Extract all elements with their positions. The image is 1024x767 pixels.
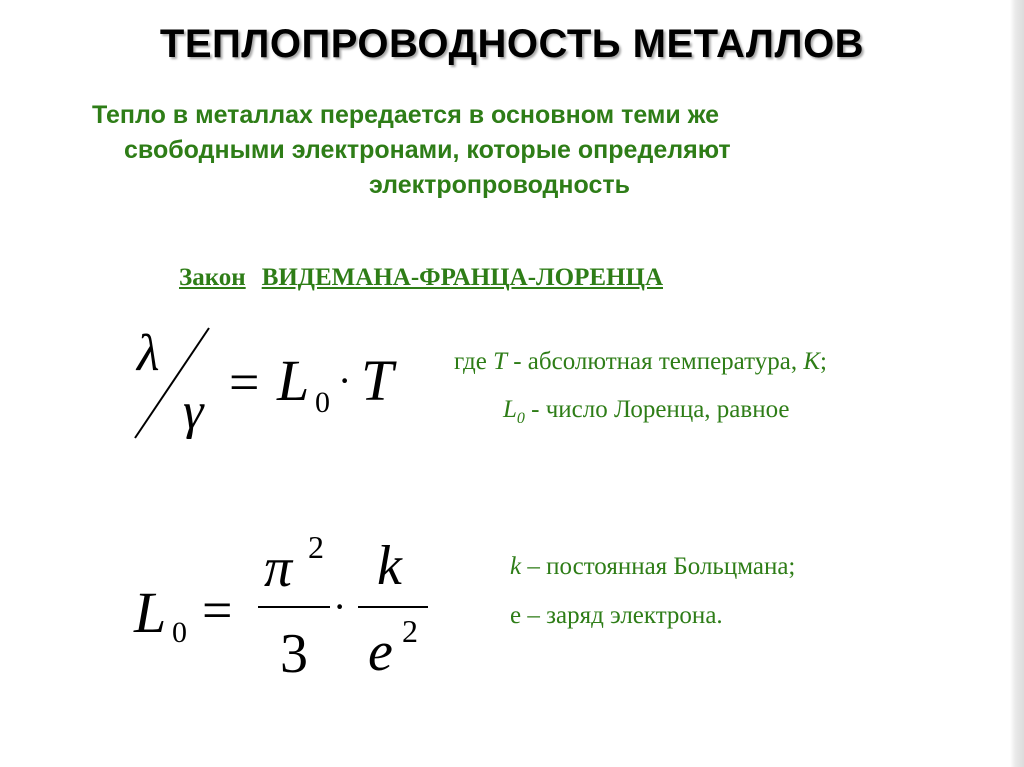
e-exponent: 2: [402, 613, 418, 649]
desc-k-text: – постоянная Больцмана;: [527, 553, 796, 580]
desc-k-symbol: k: [510, 553, 522, 580]
formula-2-svg: [130, 530, 450, 690]
desc-l-subscript: 0: [516, 410, 525, 427]
multiply-dot: ·: [333, 584, 347, 629]
boltzmann-k: k: [377, 535, 402, 597]
slide-title: ТЕПЛОПРОВОДНОСТЬ МЕТАЛЛОВ: [159, 22, 865, 66]
three-denominator: 3: [280, 623, 308, 685]
desc-boltzmann: [510, 553, 795, 581]
desc-lorenz-number: [503, 396, 789, 428]
formula-lorenz-number: [130, 530, 450, 695]
desc-l-symbol: L: [503, 396, 517, 423]
lorenz-subscript: 0: [172, 616, 187, 649]
intro-line-3: электропроводность: [369, 171, 630, 199]
desc-t-end: ;: [819, 348, 827, 375]
desc-l-text: - число Лоренца, равное: [531, 396, 790, 423]
pi-symbol: π: [264, 537, 293, 599]
intro-line-2: свободными электронами, которые определяют: [124, 136, 731, 164]
desc-temperature: [454, 348, 827, 376]
intro-line-1: Тепло в металлах передается в основном теми же: [92, 101, 720, 129]
equals-sign: =: [202, 580, 233, 640]
lorenz-symbol: L: [277, 348, 310, 413]
intro-paragraph: [92, 98, 972, 203]
desc-t-symbol: T: [493, 348, 507, 375]
slide-edge-shadow: [1010, 0, 1024, 767]
law-heading: [179, 264, 663, 292]
lorenz-subscript: 0: [315, 386, 330, 419]
lorenz-symbol: L: [134, 580, 167, 645]
gamma-symbol: γ: [183, 383, 204, 440]
multiply-dot: ·: [338, 358, 352, 403]
temperature-symbol: T: [361, 348, 394, 413]
desc-electron-charge: е – заряд электрона.: [510, 602, 723, 629]
desc-prefix: где: [454, 348, 487, 375]
formula-1-svg: [125, 320, 425, 450]
pi-exponent: 2: [308, 530, 324, 565]
desc-t-text: - абсолютная температура,: [513, 348, 798, 375]
lambda-symbol: λ: [137, 325, 160, 382]
electron-charge-e: e: [368, 621, 393, 683]
law-name: ВИДЕМАНА-ФРАНЦА-ЛОРЕНЦА: [261, 264, 663, 291]
desc-t-unit: К: [803, 348, 820, 375]
equals-sign: =: [229, 352, 260, 412]
law-prefix: Закон: [179, 264, 246, 291]
formula-wiedemann-franz: [125, 320, 425, 455]
